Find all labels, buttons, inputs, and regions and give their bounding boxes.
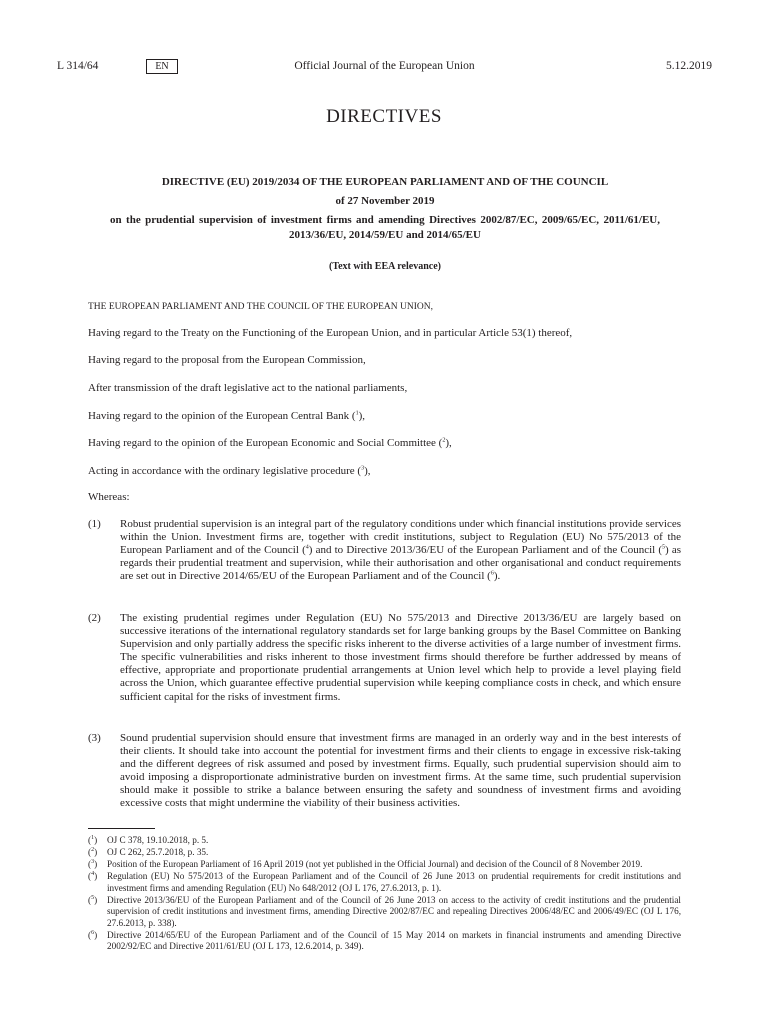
footnote-number[interactable]: ($^5$): [88, 894, 98, 905]
footnote: [88, 847, 681, 859]
recital-text-part: ) and to Directive 2013/36/EU of the European Parliament and of the Council (: [308, 544, 663, 557]
footnote-text: Directive 2014/65/EU of the European Parliament and of the Council of 15 May 2014 on markets in financial instruments and amending Directive 2002/92/EC and Directive 2011/61/EU (OJ L 173, 12.6.2014, p. 349).: [107, 929, 681, 951]
publication-date: 5.12.2019: [666, 60, 712, 72]
citation-procedure-text: Acting in accordance with the ordinary legislative procedure (: [88, 465, 362, 477]
footnote-ref[interactable]: 1: [355, 410, 359, 417]
citation-ecb-end: ),: [358, 410, 366, 422]
footnote-ref[interactable]: 3: [361, 465, 365, 472]
recital-number: (3): [88, 732, 101, 744]
recital-number: (1): [88, 518, 101, 530]
recital-text: Sound prudential supervision should ensure that investment firms are managed in an orderly way and in the best interests of their clients. It should take into account the potential for investment firms and their clients to engage in excessive risk-taking and the different degrees of risk assumed and posed by investment firms. Equally, such prudential supervision should aim to avoid imposing a disproportionate administrative burden on investment firms. At the same time, such prudential supervision should make it possible to strike a balance between ensuring the safety and soundness of investment firms and avoiding excessive costs that might undermine the viability of their business activities.: [120, 732, 681, 810]
citation-transmission: After transmission of the draft legislative act to the national parliaments,: [88, 382, 408, 394]
footnote-divider: [88, 828, 155, 829]
recital-text: The existing prudential regimes under Regulation (EU) No 575/2013 and Directive 2013/36/EU are largely based on successive iterations of the international regulatory standards set for large banking groups by the Basel Committee on Banking Supervision and only partially address the specific risks inherent to the diverse activities of a large number of investment firms. The specific vulnerabilities and risks inherent to those investment firms should therefore be further addressed by means of effective, appropriate and proportionate prudential arrangements at Union level which help to provide a level playing field across the Union, which guarantee effective prudential supervision while keeping compliance costs in check, and which ensure sufficient capital for the risks of investment firms.: [120, 612, 681, 703]
footnote-text: Position of the European Parliament of 16 April 2019 (not yet published in the Official Journal) and decision of the Council of 8 November 2019.: [107, 859, 643, 869]
citation-ecb: [88, 409, 681, 423]
footnote-number[interactable]: ($^3$): [88, 858, 98, 869]
footnote: [88, 859, 681, 871]
footnote-ref[interactable]: 2: [442, 437, 446, 444]
citation-eesc-end: ),: [445, 437, 452, 449]
recital-text-part: ).: [493, 570, 501, 583]
eea-relevance: (Text with EEA relevance): [329, 261, 441, 272]
footnote-text: OJ C 262, 25.7.2018, p. 35.: [107, 847, 209, 857]
footnote-ref[interactable]: 4: [305, 544, 309, 551]
footnote-text: Regulation (EU) No 575/2013 of the European Parliament and of the Council of 26 June 2013 on prudential requirements for credit institutions and investment firms and amending Regulation (EU) No 648/2012 (OJ L 176, 27.6.2013, p. 1).: [107, 871, 681, 893]
footnote-number[interactable]: ($^4$): [88, 870, 98, 881]
recital-number: (2): [88, 612, 101, 624]
preamble-title: THE EUROPEAN PARLIAMENT AND THE COUNCIL OF THE EUROPEAN UNION,: [88, 302, 433, 312]
footnote: [88, 835, 681, 847]
recital-text: [120, 518, 681, 583]
footnote-ref[interactable]: 6: [490, 570, 494, 577]
recital-text-part: Robust prudential supervision is an integral part of the regulatory conditions under which financial institutions provide services within the Union. Investment firms are, together with credit institutions, subject to Regulation (EU) No 575/2013 of the European Parliament and of the Council (: [120, 518, 681, 557]
citation-treaty: Having regard to the Treaty on the Functioning of the European Union, and in particular Article 53(1) thereof,: [88, 327, 573, 339]
citation-proposal: Having regard to the proposal from the European Commission,: [88, 354, 366, 366]
footnote-number[interactable]: ($^2$): [88, 846, 98, 857]
citation-eesc: [88, 436, 681, 450]
citation-ecb-text: Having regard to the opinion of the European Central Bank (: [88, 410, 356, 422]
citation-procedure-end: ),: [364, 465, 371, 477]
footnotes: [88, 835, 681, 953]
footnote: [88, 930, 681, 953]
page-header: [57, 60, 712, 76]
footnote: [88, 871, 681, 894]
recital-text-part: ) as regards their prudential treatment and supervision, while their authorisation and other organisational and conduct requirements are set out in Directive 2014/65/EU of the European Parliament and of the Council (: [120, 544, 682, 583]
language-badge: EN: [146, 59, 178, 74]
citation-procedure: [88, 464, 681, 478]
footnote-text: Directive 2013/36/EU of the European Parliament and of the Council of 26 June 2013 on access to the activity of credit institutions and the prudential supervision of credit institutions and investment firms, amending Directive 2002/87/EC and repealing Directives 2006/48/EC and 2006/49/EC (OJ L 176, 27.6.2013, p. 338).: [107, 894, 681, 928]
footnote-text: OJ C 378, 19.10.2018, p. 5.: [107, 835, 209, 845]
footnote-number[interactable]: ($^1$): [88, 834, 98, 845]
footnote: [88, 895, 681, 930]
directive-subject: on the prudential supervision of investment firms and amending Directives 2002/87/EC, 2009/65/EC, 2011/61/EU, 2013/36/EU, 2014/59/EU and 2014/65/EU: [110, 214, 660, 241]
recital: [88, 732, 681, 811]
recital: [88, 518, 681, 583]
recital: [88, 612, 681, 704]
footnote-ref[interactable]: 5: [662, 544, 666, 551]
page-reference: L 314/64: [57, 60, 99, 72]
directive-title: DIRECTIVE (EU) 2019/2034 OF THE EUROPEAN PARLIAMENT AND OF THE COUNCIL: [161, 176, 609, 188]
whereas-label: Whereas:: [88, 491, 130, 503]
citation-eesc-text: Having regard to the opinion of the European Economic and Social Committee (: [88, 437, 443, 449]
directive-date: of 27 November 2019: [335, 195, 435, 207]
journal-title: Official Journal of the European Union: [294, 60, 475, 72]
section-title: DIRECTIVES: [326, 106, 442, 127]
footnote-number[interactable]: ($^6$): [88, 929, 98, 940]
